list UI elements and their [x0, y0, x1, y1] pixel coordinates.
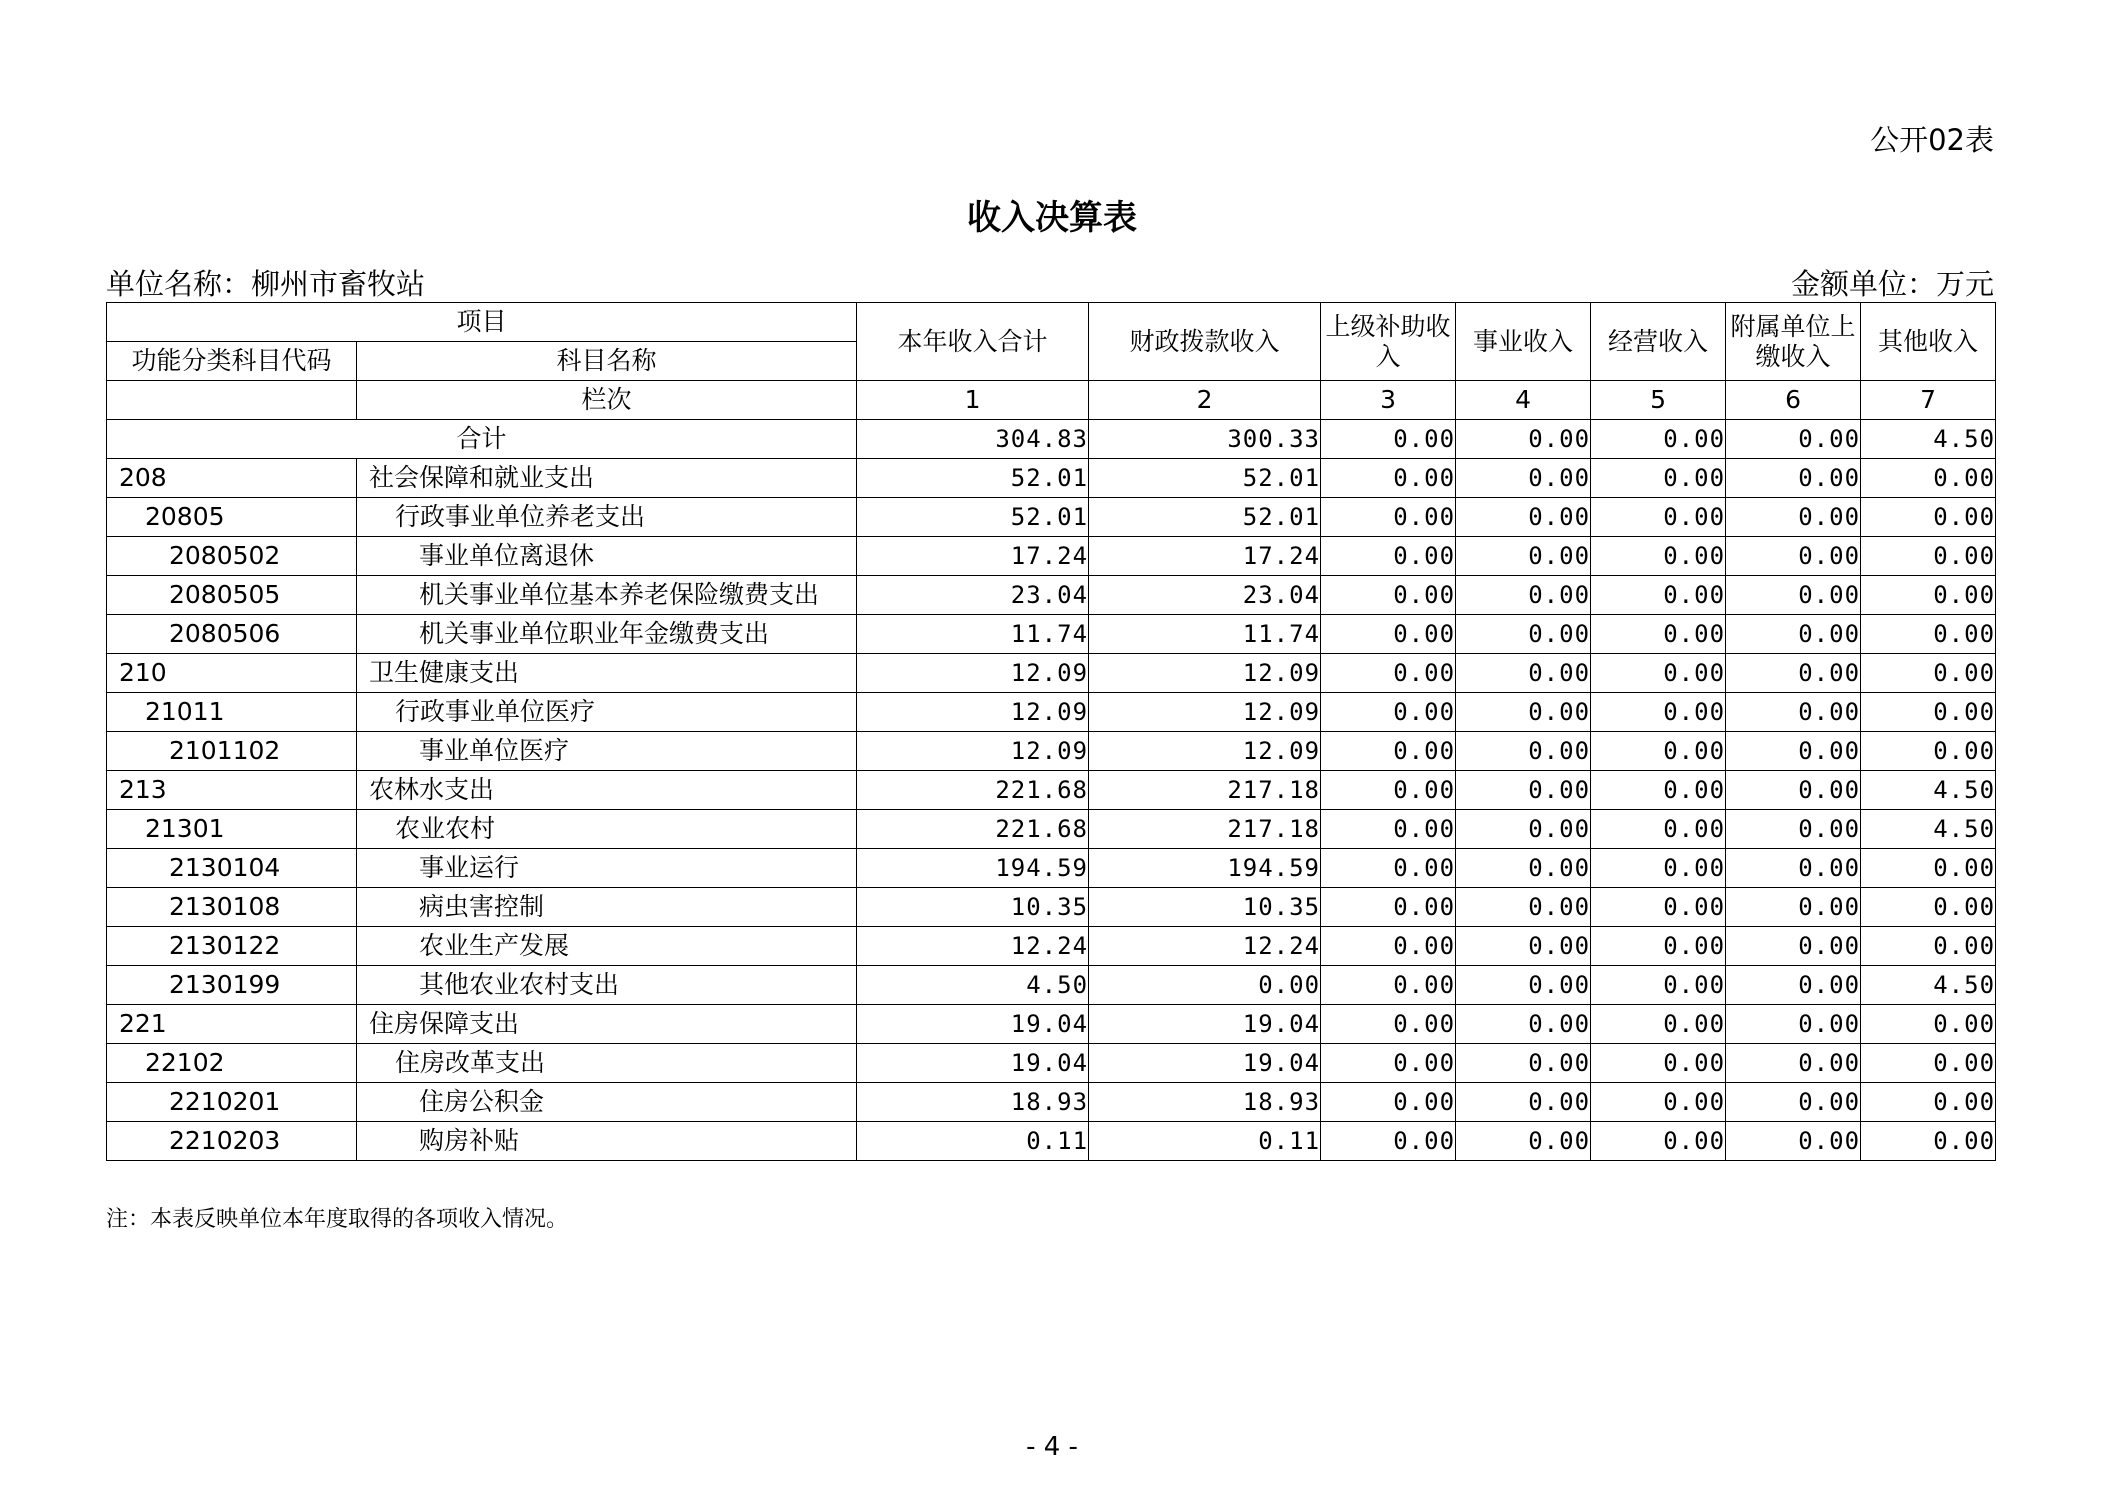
row-value: 0.00 — [1591, 1005, 1726, 1044]
row-value: 0.00 — [1321, 1083, 1456, 1122]
row-value: 18.93 — [857, 1083, 1089, 1122]
table-row — [107, 1044, 1996, 1083]
table-row — [107, 459, 1996, 498]
row-value: 0.11 — [857, 1122, 1089, 1161]
row-code: 221 — [107, 1005, 357, 1044]
row-code: 2080505 — [107, 576, 357, 615]
row-code: 22102 — [107, 1044, 357, 1083]
row-value: 0.00 — [1861, 888, 1996, 927]
row-code: 208 — [107, 459, 357, 498]
header-blank — [107, 381, 357, 420]
row-code: 2130199 — [107, 966, 357, 1005]
row-value: 217.18 — [1089, 771, 1321, 810]
total-label: 合计 — [107, 420, 857, 459]
row-value: 0.00 — [1456, 888, 1591, 927]
row-value: 0.00 — [1591, 537, 1726, 576]
row-value: 0.00 — [1726, 537, 1861, 576]
header-col-3: 上级补助收入 — [1321, 303, 1456, 381]
row-code: 2130122 — [107, 927, 357, 966]
row-name: 住房保障支出 — [357, 1005, 857, 1044]
row-value: 0.00 — [1591, 498, 1726, 537]
row-value: 0.00 — [1861, 1083, 1996, 1122]
row-value: 12.09 — [857, 693, 1089, 732]
row-value: 10.35 — [1089, 888, 1321, 927]
col-number: 4 — [1456, 381, 1591, 420]
header-project: 项目 — [107, 303, 857, 342]
row-value: 18.93 — [1089, 1083, 1321, 1122]
row-value: 0.00 — [1591, 459, 1726, 498]
row-value: 0.00 — [1861, 576, 1996, 615]
row-value: 0.00 — [1321, 849, 1456, 888]
total-value: 4.50 — [1861, 420, 1996, 459]
row-value: 0.00 — [1321, 966, 1456, 1005]
income-table — [106, 302, 1996, 1161]
row-name: 机关事业单位职业年金缴费支出 — [357, 615, 857, 654]
row-value: 0.00 — [1591, 1083, 1726, 1122]
row-value: 0.00 — [1861, 1122, 1996, 1161]
row-code: 20805 — [107, 498, 357, 537]
row-value: 0.00 — [1726, 1122, 1861, 1161]
row-value: 10.35 — [857, 888, 1089, 927]
table-row — [107, 927, 1996, 966]
row-name: 事业单位医疗 — [357, 732, 857, 771]
row-value: 0.00 — [1321, 1122, 1456, 1161]
total-value: 0.00 — [1456, 420, 1591, 459]
row-value: 0.00 — [1861, 927, 1996, 966]
row-value: 11.74 — [857, 615, 1089, 654]
row-value: 0.00 — [1456, 693, 1591, 732]
header-row-project — [107, 303, 1996, 342]
total-row — [107, 420, 1996, 459]
row-value: 0.00 — [1321, 459, 1456, 498]
row-value: 17.24 — [1089, 537, 1321, 576]
row-value: 0.00 — [1321, 693, 1456, 732]
table-row — [107, 1083, 1996, 1122]
total-value: 304.83 — [857, 420, 1089, 459]
row-value: 0.00 — [1456, 537, 1591, 576]
table-row — [107, 498, 1996, 537]
row-value: 0.00 — [1456, 732, 1591, 771]
row-value: 194.59 — [857, 849, 1089, 888]
total-value: 0.00 — [1591, 420, 1726, 459]
row-value: 0.00 — [1591, 1122, 1726, 1161]
table-row — [107, 771, 1996, 810]
row-name: 住房公积金 — [357, 1083, 857, 1122]
row-value: 0.00 — [1861, 615, 1996, 654]
col-number: 1 — [857, 381, 1089, 420]
header-col-index-label: 栏次 — [357, 381, 857, 420]
row-value: 52.01 — [1089, 498, 1321, 537]
row-value: 0.00 — [1089, 966, 1321, 1005]
row-name: 病虫害控制 — [357, 888, 857, 927]
table-row — [107, 693, 1996, 732]
row-value: 0.00 — [1591, 810, 1726, 849]
row-value: 12.09 — [857, 654, 1089, 693]
total-value: 0.00 — [1321, 420, 1456, 459]
row-value: 0.00 — [1321, 576, 1456, 615]
row-code: 2210203 — [107, 1122, 357, 1161]
row-value: 221.68 — [857, 810, 1089, 849]
row-value: 23.04 — [857, 576, 1089, 615]
row-value: 4.50 — [1861, 771, 1996, 810]
row-name: 卫生健康支出 — [357, 654, 857, 693]
header-col-1: 本年收入合计 — [857, 303, 1089, 381]
header-col-6: 附属单位上缴收入 — [1726, 303, 1861, 381]
row-value: 0.00 — [1456, 1122, 1591, 1161]
row-value: 0.00 — [1321, 927, 1456, 966]
row-value: 0.00 — [1726, 771, 1861, 810]
row-name: 机关事业单位基本养老保险缴费支出 — [357, 576, 857, 615]
row-name: 事业运行 — [357, 849, 857, 888]
row-code: 2101102 — [107, 732, 357, 771]
row-value: 52.01 — [1089, 459, 1321, 498]
total-value: 0.00 — [1726, 420, 1861, 459]
header-row-index — [107, 381, 1996, 420]
row-value: 19.04 — [857, 1044, 1089, 1083]
row-value: 0.00 — [1726, 1083, 1861, 1122]
row-value: 0.00 — [1321, 498, 1456, 537]
col-number: 2 — [1089, 381, 1321, 420]
row-value: 221.68 — [857, 771, 1089, 810]
row-value: 0.00 — [1861, 654, 1996, 693]
row-value: 0.00 — [1456, 966, 1591, 1005]
row-code: 2080502 — [107, 537, 357, 576]
row-value: 0.00 — [1726, 1044, 1861, 1083]
row-code: 2210201 — [107, 1083, 357, 1122]
row-value: 12.24 — [857, 927, 1089, 966]
header-name: 科目名称 — [357, 342, 857, 381]
row-value: 0.00 — [1456, 459, 1591, 498]
row-value: 0.00 — [1726, 654, 1861, 693]
row-value: 0.00 — [1591, 771, 1726, 810]
row-value: 0.00 — [1591, 615, 1726, 654]
row-name: 农业农村 — [357, 810, 857, 849]
row-value: 0.00 — [1726, 888, 1861, 927]
col-number: 5 — [1591, 381, 1726, 420]
row-value: 0.00 — [1591, 576, 1726, 615]
row-value: 4.50 — [1861, 810, 1996, 849]
row-value: 0.00 — [1861, 732, 1996, 771]
row-value: 0.00 — [1726, 927, 1861, 966]
row-name: 行政事业单位养老支出 — [357, 498, 857, 537]
row-value: 0.00 — [1726, 810, 1861, 849]
row-value: 0.00 — [1321, 1044, 1456, 1083]
row-value: 0.00 — [1861, 459, 1996, 498]
table-row — [107, 810, 1996, 849]
row-name: 事业单位离退休 — [357, 537, 857, 576]
table-row — [107, 537, 1996, 576]
row-value: 0.00 — [1591, 888, 1726, 927]
row-value: 0.00 — [1456, 1044, 1591, 1083]
row-value: 0.00 — [1726, 732, 1861, 771]
row-name: 农林水支出 — [357, 771, 857, 810]
row-value: 0.00 — [1861, 693, 1996, 732]
row-value: 0.00 — [1591, 849, 1726, 888]
row-value: 0.00 — [1321, 771, 1456, 810]
header-col-5: 经营收入 — [1591, 303, 1726, 381]
row-name: 社会保障和就业支出 — [357, 459, 857, 498]
row-value: 0.00 — [1726, 1005, 1861, 1044]
header-col-7: 其他收入 — [1861, 303, 1996, 381]
col-number: 6 — [1726, 381, 1861, 420]
row-value: 19.04 — [857, 1005, 1089, 1044]
row-value: 12.09 — [1089, 654, 1321, 693]
page-number: - 4 - — [1026, 1432, 1078, 1462]
row-value: 0.00 — [1861, 1005, 1996, 1044]
row-value: 0.00 — [1321, 615, 1456, 654]
col-number: 3 — [1321, 381, 1456, 420]
row-value: 0.00 — [1456, 927, 1591, 966]
row-value: 0.00 — [1861, 537, 1996, 576]
table-row — [107, 654, 1996, 693]
row-value: 0.00 — [1456, 576, 1591, 615]
header-code: 功能分类科目代码 — [107, 342, 357, 381]
row-value: 52.01 — [857, 498, 1089, 537]
row-value: 17.24 — [857, 537, 1089, 576]
row-value: 0.00 — [1861, 1044, 1996, 1083]
row-name: 住房改革支出 — [357, 1044, 857, 1083]
row-code: 2080506 — [107, 615, 357, 654]
row-value: 0.00 — [1321, 654, 1456, 693]
row-value: 12.09 — [857, 732, 1089, 771]
header-col-4: 事业收入 — [1456, 303, 1591, 381]
table-row — [107, 849, 1996, 888]
row-value: 52.01 — [857, 459, 1089, 498]
row-value: 12.09 — [1089, 693, 1321, 732]
row-value: 0.00 — [1456, 849, 1591, 888]
unit-name: 单位名称：柳州市畜牧站 — [106, 267, 426, 301]
row-value: 0.00 — [1456, 615, 1591, 654]
row-name: 农业生产发展 — [357, 927, 857, 966]
row-value: 0.00 — [1591, 927, 1726, 966]
row-value: 0.00 — [1456, 654, 1591, 693]
row-value: 0.00 — [1591, 966, 1726, 1005]
row-value: 0.00 — [1321, 810, 1456, 849]
row-value: 0.00 — [1591, 732, 1726, 771]
header-col-2: 财政拨款收入 — [1089, 303, 1321, 381]
row-code: 213 — [107, 771, 357, 810]
row-code: 21011 — [107, 693, 357, 732]
row-value: 0.00 — [1456, 1005, 1591, 1044]
row-code: 21301 — [107, 810, 357, 849]
row-value: 12.24 — [1089, 927, 1321, 966]
row-value: 12.09 — [1089, 732, 1321, 771]
row-value: 0.11 — [1089, 1122, 1321, 1161]
row-value: 0.00 — [1591, 1044, 1726, 1083]
row-value: 0.00 — [1456, 810, 1591, 849]
row-value: 0.00 — [1456, 1083, 1591, 1122]
row-value: 23.04 — [1089, 576, 1321, 615]
table-row — [107, 966, 1996, 1005]
row-value: 0.00 — [1591, 693, 1726, 732]
row-name: 行政事业单位医疗 — [357, 693, 857, 732]
row-value: 0.00 — [1726, 849, 1861, 888]
row-code: 2130104 — [107, 849, 357, 888]
row-value: 0.00 — [1726, 459, 1861, 498]
row-value: 0.00 — [1726, 966, 1861, 1005]
amount-unit: 金额单位：万元 — [1790, 267, 1994, 301]
row-value: 0.00 — [1861, 849, 1996, 888]
row-value: 0.00 — [1321, 888, 1456, 927]
row-code: 2130108 — [107, 888, 357, 927]
table-row — [107, 888, 1996, 927]
row-value: 0.00 — [1726, 693, 1861, 732]
table-row — [107, 576, 1996, 615]
row-value: 0.00 — [1456, 498, 1591, 537]
row-value: 0.00 — [1321, 1005, 1456, 1044]
page-title: 收入决算表 — [967, 198, 1137, 238]
row-value: 217.18 — [1089, 810, 1321, 849]
row-value: 19.04 — [1089, 1044, 1321, 1083]
table-row — [107, 1005, 1996, 1044]
row-code: 210 — [107, 654, 357, 693]
row-value: 4.50 — [857, 966, 1089, 1005]
row-value: 4.50 — [1861, 966, 1996, 1005]
row-value: 11.74 — [1089, 615, 1321, 654]
row-value: 0.00 — [1321, 537, 1456, 576]
row-value: 0.00 — [1861, 498, 1996, 537]
table-row — [107, 615, 1996, 654]
row-value: 0.00 — [1726, 498, 1861, 537]
row-name: 其他农业农村支出 — [357, 966, 857, 1005]
table-row — [107, 732, 1996, 771]
row-name: 购房补贴 — [357, 1122, 857, 1161]
row-value: 0.00 — [1726, 615, 1861, 654]
col-number: 7 — [1861, 381, 1996, 420]
row-value: 0.00 — [1591, 654, 1726, 693]
table-row — [107, 1122, 1996, 1161]
form-code: 公开02表 — [1870, 123, 1994, 157]
row-value: 0.00 — [1726, 576, 1861, 615]
total-value: 300.33 — [1089, 420, 1321, 459]
table-note: 注：本表反映单位本年度取得的各项收入情况。 — [106, 1207, 569, 1232]
row-value: 0.00 — [1321, 732, 1456, 771]
row-value: 194.59 — [1089, 849, 1321, 888]
row-value: 0.00 — [1456, 771, 1591, 810]
row-value: 19.04 — [1089, 1005, 1321, 1044]
